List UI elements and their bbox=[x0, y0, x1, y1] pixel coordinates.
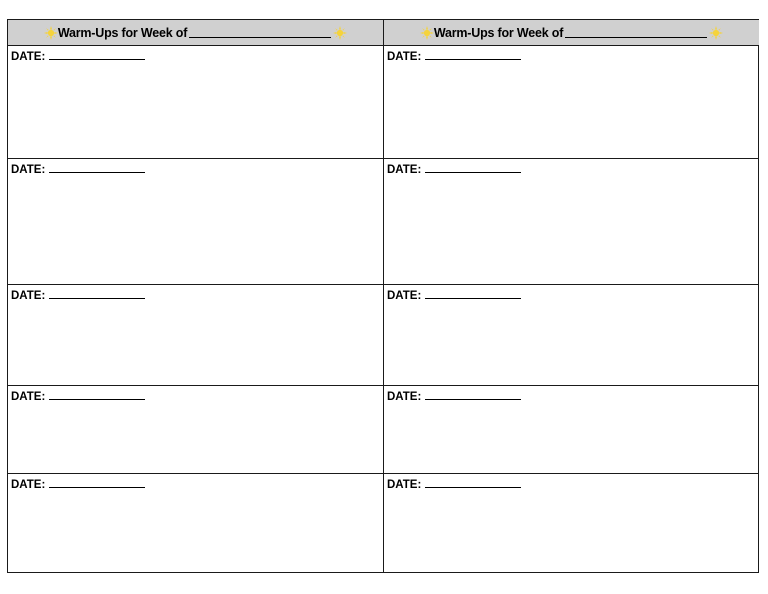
date-label: DATE: bbox=[11, 391, 46, 403]
warmup-cell[interactable] bbox=[384, 474, 759, 573]
date-blank-line[interactable] bbox=[425, 390, 521, 400]
warmup-cell[interactable] bbox=[8, 474, 383, 573]
warmup-cell[interactable] bbox=[384, 46, 759, 159]
header-title: Warm-Ups for Week of bbox=[57, 25, 188, 40]
date-blank-line[interactable] bbox=[49, 50, 145, 60]
date-label: DATE: bbox=[387, 51, 422, 63]
right-column bbox=[383, 20, 759, 572]
date-field bbox=[11, 289, 145, 302]
date-field bbox=[11, 163, 145, 176]
date-field bbox=[11, 390, 145, 403]
date-label: DATE: bbox=[11, 164, 46, 176]
header-title: Warm-Ups for Week of bbox=[433, 25, 564, 40]
week-blank-line[interactable] bbox=[189, 27, 331, 38]
date-field bbox=[387, 50, 521, 63]
date-field bbox=[387, 163, 521, 176]
date-label: DATE: bbox=[11, 51, 46, 63]
date-label: DATE: bbox=[387, 164, 422, 176]
date-blank-line[interactable] bbox=[49, 478, 145, 488]
date-field bbox=[387, 289, 521, 302]
warmup-sheet bbox=[7, 19, 759, 573]
sun-icon bbox=[44, 26, 58, 40]
left-column bbox=[8, 20, 383, 572]
date-field bbox=[387, 390, 521, 403]
date-blank-line[interactable] bbox=[49, 163, 145, 173]
sun-icon bbox=[709, 26, 723, 40]
date-label: DATE: bbox=[11, 479, 46, 491]
warmup-cell[interactable] bbox=[384, 285, 759, 386]
date-blank-line[interactable] bbox=[425, 289, 521, 299]
date-field bbox=[387, 478, 521, 491]
warmup-cell[interactable] bbox=[8, 285, 383, 386]
column-header bbox=[384, 20, 759, 46]
date-blank-line[interactable] bbox=[49, 390, 145, 400]
warmup-cell[interactable] bbox=[8, 159, 383, 285]
column-header bbox=[8, 20, 383, 46]
sun-icon bbox=[420, 26, 434, 40]
warmup-cell[interactable] bbox=[8, 386, 383, 474]
date-blank-line[interactable] bbox=[49, 289, 145, 299]
warmup-cell[interactable] bbox=[8, 46, 383, 159]
warmup-cell[interactable] bbox=[384, 386, 759, 474]
date-blank-line[interactable] bbox=[425, 50, 521, 60]
date-blank-line[interactable] bbox=[425, 478, 521, 488]
date-label: DATE: bbox=[387, 290, 422, 302]
sun-icon bbox=[333, 26, 347, 40]
date-blank-line[interactable] bbox=[425, 163, 521, 173]
date-label: DATE: bbox=[387, 391, 422, 403]
date-field bbox=[11, 478, 145, 491]
date-label: DATE: bbox=[387, 479, 422, 491]
warmup-cell[interactable] bbox=[384, 159, 759, 285]
date-field bbox=[11, 50, 145, 63]
date-label: DATE: bbox=[11, 290, 46, 302]
week-blank-line[interactable] bbox=[565, 27, 707, 38]
